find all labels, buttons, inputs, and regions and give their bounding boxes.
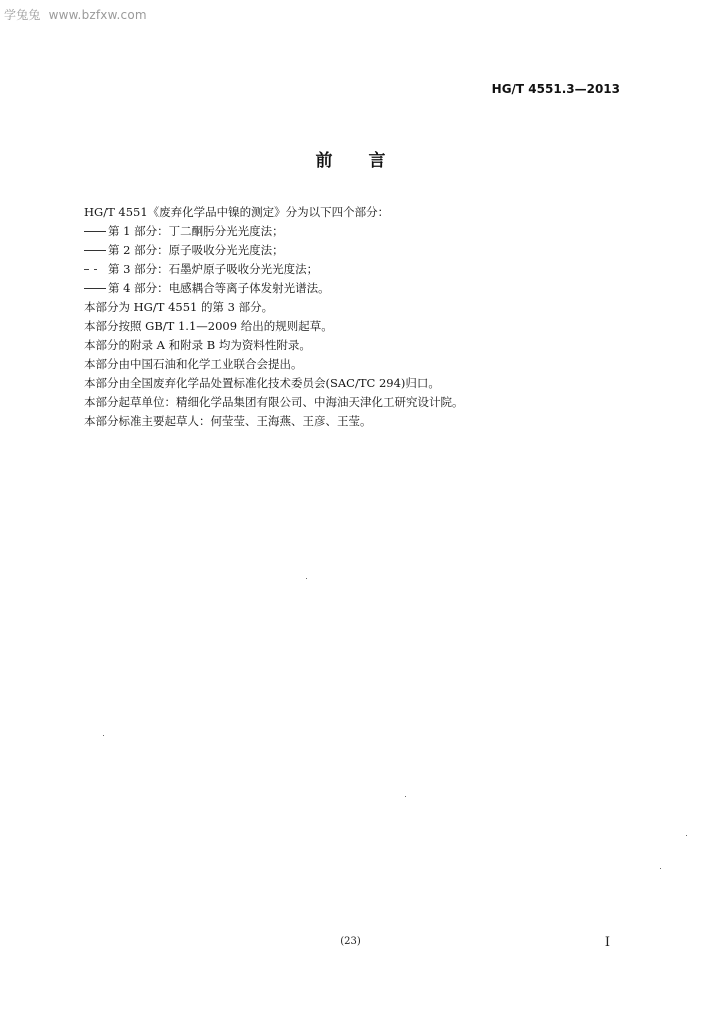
list-item-text: 第 2 部分：原子吸收分光光度法； — [108, 243, 284, 257]
page-number: (23) — [340, 936, 361, 947]
paragraph-scope: 本部分为 HG/T 4551 的第 3 部分。 — [84, 300, 274, 314]
paragraph-drafters: 本部分标准主要起草人：何莹莹、王海燕、王彦、王莹。 — [84, 414, 372, 428]
paragraph-drafting-units: 本部分起草单位：精细化学品集团有限公司、中海油天津化工研究设计院。 — [84, 395, 464, 409]
watermark-site-name: 学兔兔 — [4, 8, 41, 22]
em-dash — [84, 231, 106, 232]
paragraph-intro: HG/T 4551《废弃化学品中镍的测定》分为以下四个部分： — [84, 205, 390, 219]
list-item-part-1 — [84, 222, 644, 241]
paragraph-committee: 本部分由全国废弃化学品处置标准化技术委员会(SAC/TC 294)归口。 — [84, 376, 440, 390]
paragraph-drafting-rules: 本部分按照 GB/T 1.1—2009 给出的规则起草。 — [84, 319, 333, 333]
scan-speck — [306, 578, 307, 579]
scan-speck — [686, 835, 687, 836]
watermark — [4, 6, 147, 23]
list-item-part-2 — [84, 241, 644, 260]
paragraph-appendix: 本部分的附录 A 和附录 B 均为资料性附录。 — [84, 338, 311, 352]
standard-code: HG/T 4551.3—2013 — [491, 82, 620, 96]
paragraph-proposer: 本部分由中国石油和化学工业联合会提出。 — [84, 357, 303, 371]
scan-speck — [405, 796, 406, 797]
list-item-part-4 — [84, 279, 644, 298]
list-item-text: 第 1 部分：丁二酮肟分光光度法； — [108, 224, 284, 238]
em-dash — [84, 288, 106, 289]
list-item-text: 第 3 部分：石墨炉原子吸收分光光度法； — [108, 262, 319, 276]
scan-speck — [103, 735, 104, 736]
list-item-part-3 — [84, 260, 644, 279]
scan-speck — [660, 868, 661, 869]
list-item-text: 第 4 部分：电感耦合等离子体发射光谱法。 — [108, 281, 330, 295]
watermark-url: www.bzfxw.com — [48, 8, 147, 22]
document-body — [84, 203, 644, 431]
page-title: 前言 — [315, 151, 422, 171]
roman-page-number: I — [604, 935, 610, 950]
em-dash — [84, 250, 106, 251]
